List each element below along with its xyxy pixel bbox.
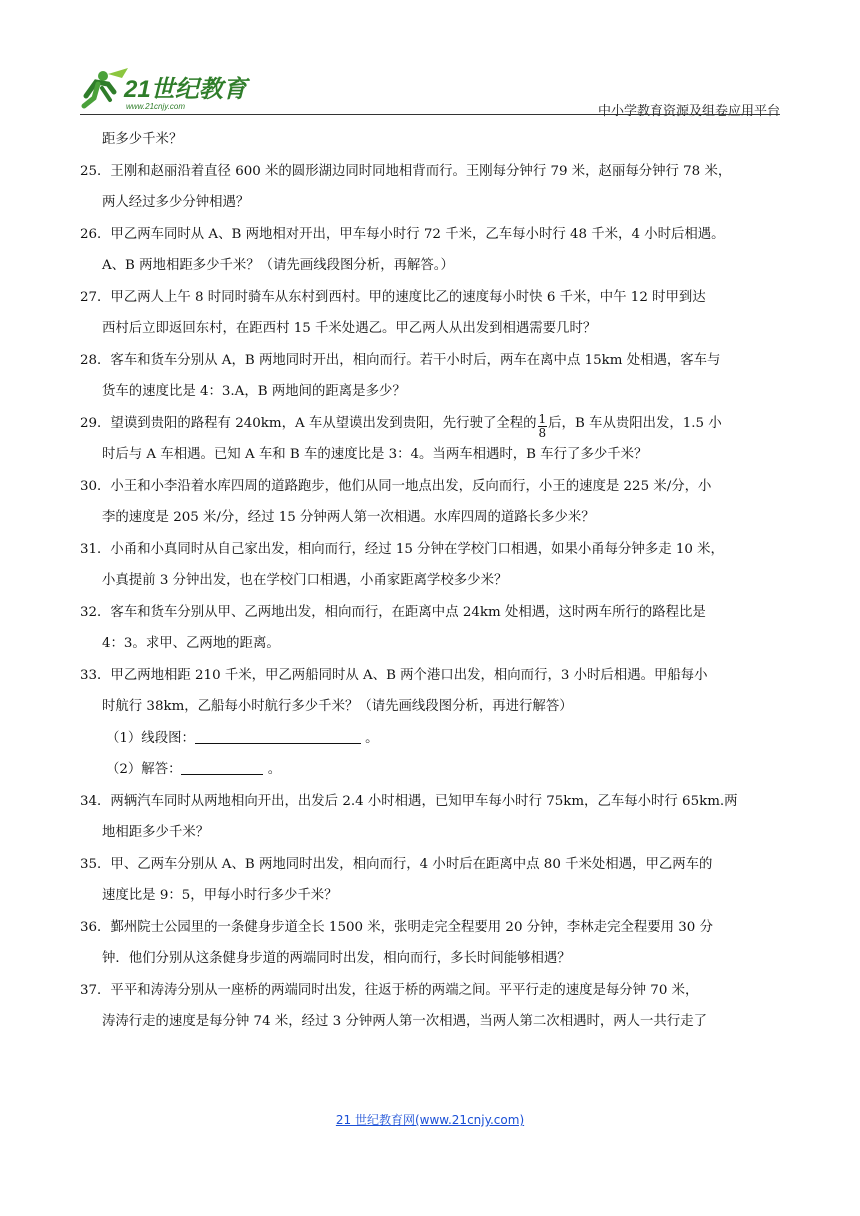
question-37-line2: 涛涛行走的速度是每分钟 74 米，经过 3 分钟两人第一次相遇，当两人第二次相遇时，两人一共行走了 [102, 1014, 707, 1029]
question-list [80, 124, 780, 1038]
page-footer [0, 1111, 860, 1128]
part2-end: 。 [267, 762, 282, 777]
question-31-line1: 31．小甬和小真同时从自己家出发，相向而行，经过 15 分钟在学校门口相遇，如果小甬每分钟多走 10 米， [80, 541, 724, 557]
question-30-line1: 30．小王和小李沿着水库四周的道路跑步，他们从同一地点出发，反向而行，小王的速度是 225 米/分，小 [80, 478, 712, 494]
header-divider [80, 114, 780, 115]
question-27-line2: 西村后立即返回东村，在距西村 15 千米处遇乙。甲乙两人从出发到相遇需要几时？ [102, 321, 597, 336]
question-30-line2: 李的速度是 205 米/分，经过 15 分钟两人第一次相遇。水库四周的道路长多少米？ [102, 510, 595, 525]
text-line: 距多少千米？ [102, 132, 183, 147]
question-29-text-post: 后，B 车从贵阳出发，1.5 小 [548, 415, 722, 431]
fraction-numerator: 1 [538, 411, 547, 426]
question-28-line1: 28．客车和货车分别从 A，B 两地同时开出，相向而行。若干小时后，两车在离中点 15km 处相遇，客车与 [80, 352, 721, 368]
answer-blank[interactable] [181, 760, 263, 775]
question-25-line2: 两人经过多少分钟相遇？ [102, 195, 250, 210]
footer-link[interactable]: 21 世纪教育网(www.21cnjy.com) [335, 1113, 525, 1127]
fraction [538, 413, 548, 440]
logo-url: www.21cnjy.com [126, 102, 185, 111]
platform-title: 中小学教育资源及组卷应用平台 [597, 104, 780, 119]
question-33-part1 [80, 723, 780, 755]
question-35-line2: 速度比是 9：5，甲每小时行多少千米？ [102, 888, 338, 903]
question-35-line1: 35．甲、乙两车分别从 A、B 两地同时出发，相向而行，4 小时后在距离中点 80 千米处相遇，甲乙两车的 [80, 856, 713, 872]
question-26-line2: A、B 两地相距多少千米？（请先画线段图分析，再解答。） [102, 258, 454, 273]
question-27-line1: 27．甲乙两人上午 8 时同时骑车从东村到西村。甲的速度比乙的速度每小时快 6 千米，中午 12 时甲到达 [80, 289, 706, 305]
question-29-line1 [80, 408, 780, 440]
answer-blank[interactable] [195, 729, 361, 744]
part1-label: （1）线段图： [106, 730, 195, 746]
logo [80, 66, 260, 112]
fraction-denominator: 8 [538, 425, 547, 439]
question-36-line2: 钟．他们分别从这条健身步道的两端同时出发，相向而行，多长时间能够相遇？ [102, 951, 571, 966]
question-34-line1: 34．两辆汽车同时从两地相向开出，出发后 2.4 小时相遇，已知甲车每小时行 75km，乙车每小时行 65km.两 [80, 793, 738, 809]
question-31-line2: 小真提前 3 分钟出发，也在学校门口相遇，小甬家距离学校多少米？ [102, 573, 508, 588]
question-33-line1: 33．甲乙两地相距 210 千米，甲乙两船同时从 A、B 两个港口出发，相向而行，3 小时后相遇。甲船每小 [80, 667, 708, 683]
question-34-line2: 地相距多少千米？ [102, 825, 210, 840]
question-32-line2: 4：3。求甲、乙两地的距离。 [102, 636, 280, 651]
question-29-text-pre: 29．望谟到贵阳的路程有 240km，A 车从望谟出发到贵阳，先行驶了全程的 [80, 415, 537, 431]
page-header [80, 66, 780, 119]
question-29-line2: 时后与 A 车相遇。已知 A 车和 B 车的速度比是 3：4。当两车相遇时，B 车行了多少千米？ [102, 447, 648, 462]
logo-text: 21世纪教育 [124, 76, 247, 103]
question-36-line1: 36．鄞州院士公园里的一条健身步道全长 1500 米，张明走完全程要用 20 分钟，李林走完全程要用 30 分 [80, 919, 713, 935]
question-33-part2 [80, 754, 780, 786]
part2-label: （2）解答： [106, 762, 182, 777]
part1-end: 。 [365, 730, 379, 746]
question-26-line1: 26．甲乙两车同时从 A、B 两地相对开出，甲车每小时行 72 千米，乙车每小时行 48 千米，4 小时后相遇。 [80, 226, 725, 242]
question-28-line2: 货车的速度比是 4：3.A，B 两地间的距离是多少？ [102, 384, 406, 399]
question-25-line1: 25．王刚和赵丽沿着直径 600 米的圆形湖边同时同地相背而行。王刚每分钟行 79 米，赵丽每分钟行 78 米， [80, 163, 732, 179]
question-37-line1: 37．平平和涛涛分别从一座桥的两端同时出发，往返于桥的两端之间。平平行走的速度是每分钟 70 米， [80, 982, 699, 998]
question-32-line1: 32．客车和货车分别从甲、乙两地出发，相向而行，在距离中点 24km 处相遇，这时两车所行的路程比是 [80, 604, 706, 620]
runner-icon [84, 68, 128, 106]
question-33-line2: 时航行 38km，乙船每小时航行多少千米？（请先画线段图分析，再进行解答） [102, 699, 573, 714]
